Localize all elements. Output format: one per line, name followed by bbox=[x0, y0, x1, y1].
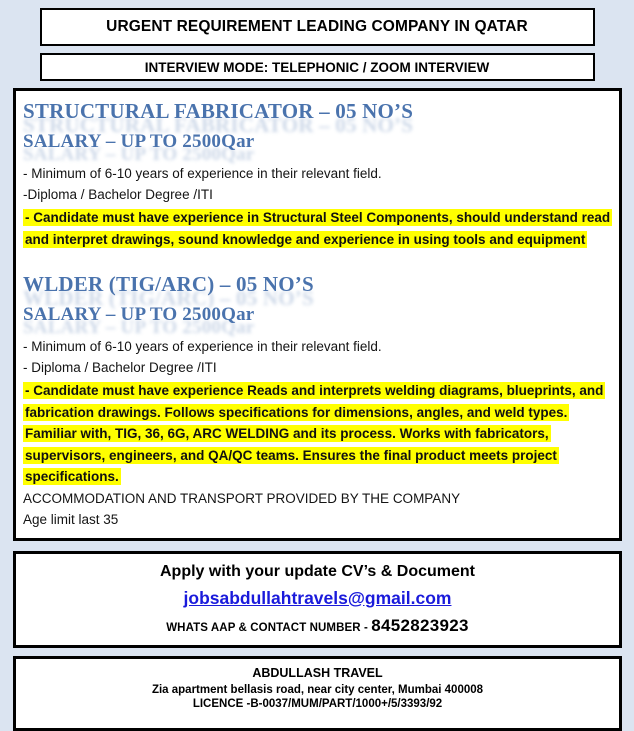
job-salary: SALARY – UP TO 2500Qar bbox=[23, 131, 255, 152]
job-requirement: - Minimum of 6-10 years of experience in their relevant field. bbox=[23, 339, 382, 354]
apply-box bbox=[13, 551, 622, 648]
email-link[interactable]: jobsabdullahtravels@gmail.com bbox=[183, 587, 452, 608]
agency-address: Zia apartment bellasis road, near city center, Mumbai 400008 bbox=[151, 683, 484, 696]
job-details-box bbox=[13, 88, 622, 541]
job-salary: SALARY – UP TO 2500Qar bbox=[23, 304, 255, 325]
job-section-structural-fabricator bbox=[23, 98, 611, 250]
apply-heading: Apply with your update CV’s & Document bbox=[160, 562, 475, 580]
job-highlighted-requirement: - Candidate must have experience in Structural Steel Components, should understand read and interpret drawings, sound knowledge and experience in using tools and equipment bbox=[25, 210, 611, 247]
header-title: URGENT REQUIREMENT LEADING COMPANY IN QATAR bbox=[106, 18, 528, 35]
job-requirement: -Diploma / Bachelor Degree /ITI bbox=[23, 186, 213, 202]
job-title: WLDER (TIG/ARC) – 05 NO’S bbox=[23, 272, 314, 296]
interview-mode-box bbox=[40, 53, 595, 81]
job-section-welder bbox=[23, 271, 611, 488]
contact-line bbox=[22, 616, 613, 636]
header-title-box bbox=[40, 8, 595, 46]
contact-label: WHATS AAP & CONTACT NUMBER - bbox=[166, 621, 372, 634]
agency-name: ABDULLASH TRAVEL bbox=[252, 665, 383, 680]
contact-number: 8452823923 bbox=[371, 615, 469, 635]
age-limit-note: Age limit last 35 bbox=[23, 511, 119, 527]
agency-box bbox=[13, 656, 622, 731]
job-title: STRUCTURAL FABRICATOR – 05 NO’S bbox=[23, 99, 414, 123]
job-highlighted-requirement: - Candidate must have experience Reads and interprets welding diagrams, blueprints, and fabrication drawings. Follows specifications for dimensions, angles, and weld types. Familiar with, TIG, 36, 6G, ARC WELDING and its process. Works with fabricators, supervisors, engineers, and QA/QC teams. Ensures the final product meets project specifications. bbox=[25, 383, 604, 484]
interview-mode-text: INTERVIEW MODE: TELEPHONIC / ZOOM INTERVIEW bbox=[144, 59, 490, 75]
agency-licence: LICENCE -B-0037/MUM/PART/1000+/5/3393/92 bbox=[192, 697, 443, 710]
job-requirement: - Diploma / Bachelor Degree /ITI bbox=[23, 359, 217, 375]
accommodation-note: ACCOMMODATION AND TRANSPORT PROVIDED BY THE COMPANY bbox=[23, 490, 461, 506]
job-requirement: - Minimum of 6-10 years of experience in their relevant field. bbox=[23, 166, 382, 181]
